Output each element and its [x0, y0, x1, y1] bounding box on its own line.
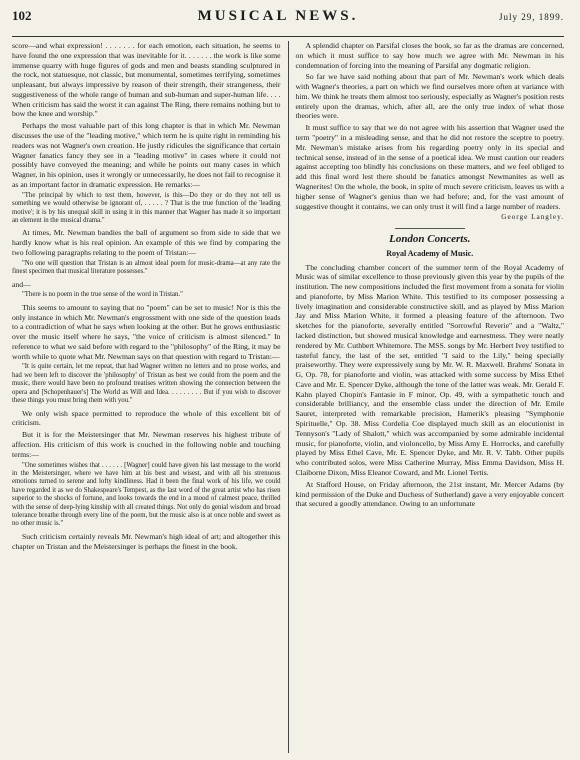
paragraph: It must suffice to say that we do not agree with his assertion that Wagner used the term "poetry" in a misleading sense, and that he did not restore the sceptre to poetry. Mr. Newman's mistake arises from his regarding poetry only in its special and technical sense, instead of in the sense of a poetical idea. We must caution our readers against accepting too blindly his conclusions on these matters, and we feel obliged to add this final word lest there should be fanatics amongst Newmanites as well as Wagnerites! On the whole, the book, in spite of much severe criticism, leaves us with a higher sense of Wagner's genius than we had before; and, for the vast amount of suggestive thought it contains, we can only trust it will find a large number of readers.	[295, 123, 564, 211]
paragraph: This seems to amount to saying that no "poem" can be set to music! Nor is this the only instance in which Mr. Newman's engrossment with one side of the question leads to a contradiction of what he says when looking at the other. But he grows enthusiastic over the music itself where he says, "the voice of criticism is almost silenced." In reference to what we said before with regard to the "philosophy" of the Ring, it may be worth while to quote what Mr. Newman says on that question with regard to Tristan:—	[12, 302, 281, 361]
section-separator	[395, 228, 465, 229]
paragraph: Perhaps the most valuable part of this long chapter is that in which Mr. Newman discusses the use of the "leading motive," which term he is quite right in reminding his readers was not Wagner's own creation. He justly ridicules the significance that certain Wagner fanatics fancy they see in a "leading motive" in cases where it could not possibly have conveyed the meaning; and while he points out many cases in which Wagner, in his opinion, uses it wrongly or unnecessarily, he does not fail to recognise it as an important factor in dramatic expression. He remarks:—	[12, 121, 281, 189]
page-header	[12, 8, 564, 34]
columns	[12, 41, 564, 753]
paragraph: score—and what expression! . . . . . . . for each emotion, each situation, he seems to have found the one expression that was inevitable for it. . . . . . . the work is like some immense quarry with huge figures of gods and men and beasts standing sculptured in the rock, not statuesque, not classic, but monumental, sometimes terrifying, sometimes unpleasant, but always impressive by reason of their strength, their strangeness, their suggestiveness of the whole range of human and sub-human and super-human life. . . . When criticism has said the worst it can against The Ring, there remains nothing but to bow the knee and worship."	[12, 41, 281, 119]
paragraph: So far we have said nothing about that part of Mr. Newman's work which deals with Wagner's theories, a part on which we find ourselves more often at variance with him. We think he treats them almost too seriously, especially as Wagner's position rests entirely upon the dramas, which, after all, are the only true index of what those theories were.	[295, 72, 564, 121]
paragraph: A splendid chapter on Parsifal closes the book, so far as the dramas are concerned, on which it must suffice to say how much we agree with Mr. Newman in his condemnation of forcing into the meaning of Parsifal any dogmatic religion.	[295, 41, 564, 70]
section-subtitle: Royal Academy of Music.	[386, 249, 474, 259]
concert-report	[296, 263, 565, 510]
masthead-title: MUSICAL NEWS.	[197, 8, 359, 24]
review-continuation	[296, 41, 565, 211]
issue-date: July 29, 1899.	[498, 12, 564, 22]
paragraph: and—	[12, 279, 31, 289]
block-quote: "It is quite certain, let me repeat, that had Wagner written no letters and no prose works, and had we been left to discover the 'philosophy' of Tristan as best we could from the poem and the music, there would have been no profound treatises written showing the connection between the opera and [Schopenhauer's] The World as Will and Idea. . . . . . . . . But if you wish to discover these things you must bring them with you."	[12, 363, 281, 405]
block-quote: "The principal by which to test them, however, is this—Do they or do they not tell us something we would otherwise be ignorant of, . . . . . ? That is the true function of the 'leading motive'; it is by his unequal skill in using it in this manner that Wagner has made it so important an element in the musical drama."	[12, 191, 281, 224]
paragraph: At times, Mr. Newman bandies the ball of argument so from side to side that we hardly know what is his real opinion. An example of this we find by comparing the two following paragraphs relating to the poem of Tristan:—	[12, 228, 281, 257]
author-signature: George Langley.	[501, 213, 564, 222]
paragraph: Such criticism certainly reveals Mr. Newman's high ideal of art; and altogether this chapter on Tristan and the Meistersinger is perhaps the finest in the book.	[12, 531, 281, 551]
paragraph: But it is for the Meistersinger that Mr. Newman reserves his highest tribute of affection. His criticism of this work is couched in the following noble and touching terms:—	[12, 430, 281, 459]
paragraph: At Stafford House, on Friday afternoon, the 21st instant, Mr. Mercer Adams (by kind permission of the Duke and Duchess of Sutherland) gave a very enjoyable concert that secured a goodly attendance. Owing to an unfortunate	[295, 479, 564, 509]
section-title: London Concerts.	[389, 233, 471, 246]
paragraph: The concluding chamber concert of the summer term of the Royal Academy of Music was of similar excellence to those previously given this year by the pupils of the institution. The new compositions included the first movement from a sonata for violin and pianoforte, by Miss Marion White. This testified to its composer possessing a lively imagination and considerable constructive skill, and as played by Miss Marion Jay and Miss Marion White, it formed a pleasing feature of the afternoon. Two sketches for the pianoforte, severally entitled "Sorrowful Reverie" and a "Waltz," lacked distinction, but showed musical knowledge and earnestness. They were neatly rendered by Mr. Cuthbert Whitemore. The MSS. songs by Mr. Herbert Ivey testified to tasteful fancy, the last of the set, entitled "I said to the Lily," being specially praiseworthy. They were expressively sung by Mr. W. R. Maxwell. Brahms' Sonata in G, Op. 78, for pianoforte and violin, was attacked with some success by Miss Ethel Cave and Mr. E. Spencer Dyke, although the tone of the latter was weak. Mr. Gerald F. Kahn played Chopin's Fantasie in F minor, Op. 49, with a sympathetic touch and considerable brilliancy, and the ensemble class under the direction of Mr. Emile Sauret, interpreted with remarkable precision, Hamerik's pleasing "Symphonie Spirituelle," Op. 38. Miss Cordelia Coe displayed much skill as an elocutionist in Tennyson's "Lady of Shalott," which was accompanied by some admirable incidental music, for pianoforte, violin, and violoncello, by Miss Amy E. Horrocks, and carefully played by Miss Ethel Cave, Mr. E. Spencer Dyke, and Mr. R. V. Tabb. Other pupils who contributed solos, were Miss Catherine Murray, Miss Emma Davidson, Miss H. Claiborne Dixon, Miss Eleanor Coward, and Mr. Lionel Tertis.	[295, 262, 564, 477]
block-quote: "One sometimes wishes that . . . . . . [Wagner] could have given his last message to the world in the Meistersinger, where we have him at his best and wisest, and with all his strenuous emotions turned to serene and lofty kindliness. Had it been the final work of his life, we could have regarded it as we do Shakespeare's Tempest, as the last word of the great artist who has risen superior to the shocks of fortune, and looks towards the end in a mood of calmest peace, thrilled with the sense of deep-lying kinship with all created things. Not only do genial wisdom and broad tolerance breathe through every line of the poem, but the music also is at once noble and sweet as no other music is."	[12, 461, 281, 528]
right-column	[289, 41, 565, 753]
paragraph: We only wish space permitted to reproduce the whole of this excellent bit of criticism.	[12, 408, 281, 428]
block-quote: "There is no poem in the true sense of the word in Tristan."	[22, 291, 183, 299]
left-column	[12, 41, 288, 753]
header-rule	[12, 36, 564, 37]
block-quote: "No one will question that Tristan is an almost ideal poem for music-drama—at any rate the finest specimen that musical literature possesses."	[12, 259, 281, 276]
page-number: 102	[12, 8, 32, 23]
